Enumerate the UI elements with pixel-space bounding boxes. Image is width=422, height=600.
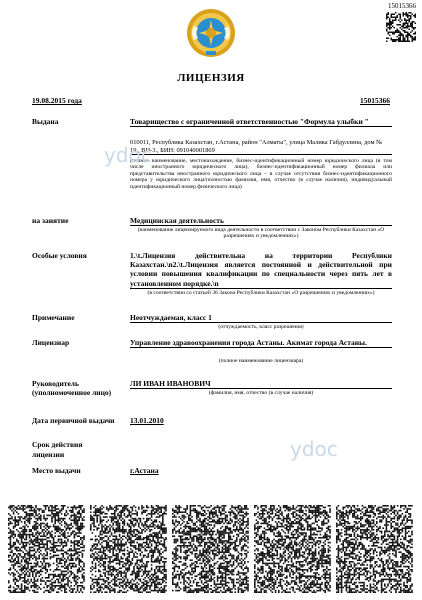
issued-caption: (полное наименование, местонахождение, бизнес-идентификационный номер юридического лица (в том числе иностранного юридического лица), бизнес-идентификационный номер филиала или представительства иностранного юридического лица – в случае отсутствия бизнес-идентификационного номера у юридического лица/полностью фамилия, имя, отчество (в случае наличия), индивидуальный идентификационный номер физического лица) [130,158,392,190]
conditions-caption: (в соответствии со статьей 36 Закона Республики Казахстан «О разрешениях и уведомлениях») [147,290,375,296]
activity-label: на занятие [32,216,69,225]
license-number: 15015366 [360,96,390,105]
activity-value: Медицинская деятельность [130,216,392,226]
qr-code-icon [386,12,416,42]
activity-caption: (наименование лицензируемого вида деятельности в соответствии с Законом Республики Казахстан «О разрешениях и уведомлениях») [137,227,385,240]
conditions-value: 1.\t.Лицензия действительна на территории Республики Казахстан.\n2.\t.Лицензия является постоянной и действительной при условии повышения квалификации по специальности через пять лет в установленном порядке.\n [130,251,392,288]
validity-label: Срок действия [32,440,83,449]
head-label: Руководитель [32,379,79,388]
barcode-strip [8,505,414,593]
place-label: Место выдачи [32,466,81,475]
document-number-top: 15015366 [388,2,416,10]
licensor-label: Лицензиар [32,338,70,347]
place-value: г.Астана [130,466,159,475]
note-value: Неотчуждаемая, класс 1 [130,313,392,323]
issued-label: Выдана [32,117,59,126]
note-label: Примечание [32,313,75,322]
validity-label-sub: лицензии [32,450,65,459]
watermark: ydoc [290,437,338,461]
note-caption: (отчуждаемость, класс разрешения) [218,324,304,330]
conditions-label: Особые условия [32,251,87,260]
first-issue-value: 13.01.2010 [130,416,164,425]
head-caption: (фамилия, имя, отчество (в случае наличия) [208,390,314,396]
licensor-value: Управление здравоохранения города Астаны. Акимат города Астаны. [130,338,392,348]
state-emblem-icon [186,8,236,58]
license-date: 19.08.2015 года [32,96,82,105]
first-issue-label: Дата первичной выдачи [32,416,115,425]
watermark: ydoc [104,143,152,167]
licensor-caption: (полное наименование лицензиара) [218,358,304,364]
issued-address: 010011, Республика Казахстан, г.Астана, район "Алматы", улица Малика Габдуллина, дом № 19., ВП-3., БИН: 091040001869 [130,139,392,155]
head-label-sub: (уполномоченное лицо) [32,388,112,397]
issued-name: Товарищество с ограниченной ответственностью "Формула улыбки " [130,117,392,127]
head-value: ЛИ ИВАН ИВАНОВИЧ [130,379,392,389]
page-title: ЛИЦЕНЗИЯ [177,72,245,84]
